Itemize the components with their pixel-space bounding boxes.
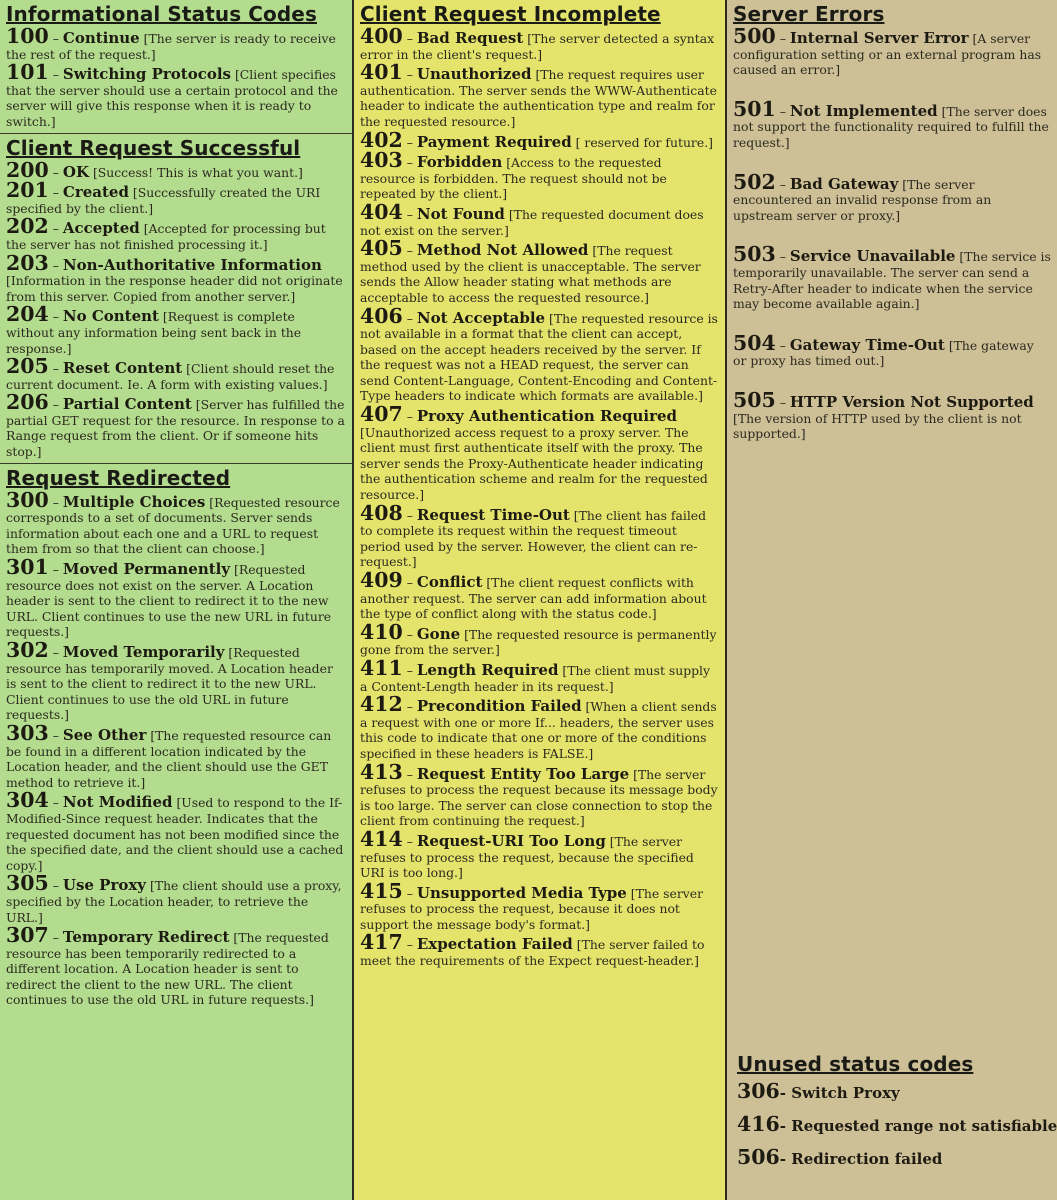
status-description: [The client request conflicts with another request. The server can add information about the type of conflict along with the status code.] [360, 575, 707, 622]
unused-name: Switch Proxy [791, 1084, 900, 1102]
status-description: [Client specifies that the server should use a certain protocol and the server will give this response when it is ready to switch.] [6, 67, 338, 129]
status-code: 200 [6, 157, 49, 182]
status-name: Temporary Redirect [62, 928, 230, 947]
status-name: Method Not Allowed [416, 241, 589, 260]
status-description: [The server is ready to receive the rest of the request.] [6, 31, 336, 62]
status-entry: 501 – Not Implemented [The server does not support the functionality required to fulfill the request.] [733, 96, 1049, 150]
status-code: 500 [733, 24, 776, 48]
status-entry: 404 – Not Found [The requested document does not exist on the server.] [360, 199, 704, 238]
status-description: [The requested resource can be found in a different location indicated by the Location header, and the client should use the GET method to retrieve it.] [6, 727, 332, 790]
status-name: Unsupported Media Type [416, 883, 627, 902]
status-entry: 203 – Non-Authoritative Information [Information in the response header did not originate from this server. Copied from another server.] [6, 250, 343, 304]
status-code: 501 [733, 96, 776, 121]
status-entry: 417 – Expectation Failed [The server failed to meet the requirements of the Expect request-header.] [360, 930, 705, 969]
unused-code: 306 [737, 1079, 780, 1103]
status-entry: 408 – Request Time-Out [The client has failed to complete its request within the request timeout period used by the server. However, the client can re-request.] [360, 500, 707, 570]
status-name: OK [62, 162, 89, 181]
status-name: Request Time-Out [416, 505, 570, 524]
status-code: 203 [6, 250, 49, 275]
status-description: [The service is temporarily unavailable. The server can send a Retry-After header to indicate when the service may become available again.] [733, 249, 1051, 312]
status-description: [Server has fulfilled the partial GET request for the resource. In response to a Range request from the client. Or if someone hits stop.] [6, 397, 345, 460]
status-description: [Used to respond to the If-Modified-Since request header. Indicates that the requested document has not been modified since the the specified date, and the client should use a cached copy.] [6, 795, 344, 873]
status-entry: 505 – HTTP Version Not Supported [The version of HTTP used by the client is not supported.] [733, 387, 1034, 442]
status-entry: 300 – Multiple Choices [Requested resource corresponds to a set of documents. Server sends information about each one and a URL to request them from so that the client can choose.] [6, 487, 340, 557]
status-description: [The server failed to meet the requirements of the Expect request-header.] [360, 937, 705, 969]
status-code: 400 [360, 24, 403, 48]
status-description: [The server refuses to process the request, because it does not support the message body's format.] [360, 885, 704, 932]
status-entry: 502 – Bad Gateway [The server encountered an invalid response from an upstream server or proxy.] [733, 169, 992, 223]
column-4xx [354, 0, 727, 1200]
unused-status-codes [737, 1050, 1057, 1179]
status-name: Unauthorized [416, 65, 532, 84]
status-description: [The client has failed to complete its request within the request timeout period used by the server. However, the client can re-request.] [360, 507, 707, 570]
status-description: [Request is complete without any information being sent back in the response.] [6, 309, 302, 356]
section-title: Informational Status Codes [6, 2, 317, 26]
status-entry: 503 – Service Unavailable [The service is temporarily unavailable. The server can send a Retry-After header to indicate when the service may become available again.] [733, 242, 1051, 312]
status-description: [The requested resource is permanently gone from the server.] [360, 626, 717, 658]
status-code: 202 [6, 214, 49, 239]
status-name: Switching Protocols [62, 65, 232, 84]
status-entry: 401 – Unauthorized [The request requires user authentication. The server sends the WWW-Authenticate header to indicate the authentication type and realm for the requested resource.] [360, 60, 717, 129]
status-code: 503 [733, 242, 776, 267]
status-entry: 402 – Payment Required [ reserved for future.] [360, 127, 713, 152]
unused-list [737, 1079, 1057, 1170]
unused-title: Unused status codes [737, 1052, 974, 1076]
section-title: Request Redirected [6, 465, 231, 490]
status-description: [Successfully created the URI specified by the client.] [6, 185, 321, 216]
unused-separator: - [779, 1117, 792, 1135]
status-code: 307 [6, 923, 49, 948]
status-name: Gateway Time-Out [789, 335, 945, 354]
status-code: 504 [733, 330, 776, 355]
status-code: 305 [6, 871, 49, 896]
status-name: HTTP Version Not Supported [789, 392, 1034, 411]
status-code: 403 [360, 148, 403, 173]
status-code: 401 [360, 60, 403, 85]
section-title: Server Errors [733, 2, 885, 26]
status-description: [ reserved for future.] [575, 134, 713, 150]
status-section [0, 2, 352, 134]
status-code: 411 [360, 655, 403, 680]
unused-separator: - [779, 1084, 792, 1102]
status-entry: 305 – Use Proxy [The client should use a proxy, specified by the Location header, to retrieve the URL.] [6, 871, 342, 925]
status-code: 409 [360, 568, 403, 592]
status-entry: 415 – Unsupported Media Type [The server refuses to process the request, because it does not support the message body's format.] [360, 878, 704, 932]
status-code: 413 [360, 759, 403, 784]
status-name: Length Required [416, 660, 559, 679]
status-code: 406 [360, 303, 403, 328]
status-name: Moved Permanently [62, 560, 231, 579]
status-code: 201 [6, 178, 49, 203]
status-name: Precondition Failed [416, 697, 582, 716]
status-section [727, 2, 1057, 442]
status-name: Not Implemented [789, 101, 938, 120]
status-code: 505 [733, 387, 776, 412]
status-entry: 206 – Partial Content [Server has fulfilled the partial GET request for the resource. In response to a Range request from the client. Or if someone hits stop.] [6, 390, 345, 460]
status-entry: 413 – Request Entity Too Large [The server refuses to process the request because its message body is too large. The server can close connection to stop the client from continuing the request.] [360, 759, 718, 829]
status-code: 404 [360, 199, 403, 224]
unused-separator: - [779, 1150, 792, 1168]
status-code: 204 [6, 302, 49, 327]
status-entry: 504 – Gateway Time-Out [The gateway or proxy has timed out.] [733, 330, 1034, 369]
status-description: [The request method used by the client is unacceptable. The server sends the Allow header stating what methods are acceptable to access the requested resource.] [360, 243, 701, 305]
status-entry: 200 – OK [Success! This is what you want.] [6, 157, 303, 182]
status-description: [The server detected a syntax error in the client's request.] [360, 31, 715, 62]
status-code: 303 [6, 720, 49, 745]
status-entry: 405 – Method Not Allowed [The request method used by the client is unacceptable. The server sends the Allow header stating what methods are acceptable to access the requested resource.] [360, 236, 701, 305]
status-description: [The requested document does not exist on the server.] [360, 206, 704, 238]
status-description: [The server refuses to process the request because its message body is too large. The server can close connection to stop the client from continuing the request.] [360, 766, 718, 829]
status-code: 405 [360, 236, 403, 261]
status-code: 302 [6, 638, 49, 662]
status-entry: 412 – Precondition Failed [When a client sends a request with one or more If... headers, the server uses this code to indicate that one or more of the conditions specified in these headers is FALSE.] [360, 692, 717, 761]
status-name: Internal Server Error [789, 29, 969, 47]
status-description: [Requested resource corresponds to a set of documents. Server sends information about each one and a URL to request them from so that the client can choose.] [6, 494, 340, 557]
status-code: 301 [6, 555, 49, 580]
status-description: [Information in the response header did not originate from this server. Copied from another server.] [6, 273, 343, 304]
status-description: [Requested resource has temporarily moved. A Location header is sent to the client to redirect it to the new URL. Client continues to use the old URL in future requests.] [6, 645, 333, 723]
status-entry: 500 – Internal Server Error [A server configuration setting or an external program has caused an error.] [733, 24, 1042, 78]
status-entry: 201 – Created [Successfully created the URI specified by the client.] [6, 178, 321, 216]
status-entry: 303 – See Other [The requested resource can be found in a different location indicated by the Location header, and the client should use the GET method to retrieve it.] [6, 720, 332, 790]
status-description: [Unauthorized access request to a proxy server. The client must first authenticate itself with the proxy. The server sends the Proxy-Authenticate header indicating the authentication scheme and realm for the requested resource.] [360, 424, 708, 503]
status-description: [Access to the requested resource is forbidden. The request should not be repeated by the client.] [360, 155, 667, 202]
status-description: [The server does not support the functionality required to fulfill the request.] [733, 103, 1049, 150]
unused-code: 416 [737, 1112, 780, 1136]
status-description: [The gateway or proxy has timed out.] [733, 337, 1034, 369]
status-code: 414 [360, 826, 403, 851]
status-name: See Other [62, 725, 147, 744]
status-entry: 205 – Reset Content [Client should reset the current document. Ie. A form with existing values.] [6, 354, 335, 392]
status-name: Not Modified [62, 793, 173, 812]
unused-name: Redirection failed [791, 1150, 943, 1168]
status-name: Moved Temporarily [62, 643, 225, 661]
status-entry: 410 – Gone [The requested resource is permanently gone from the server.] [360, 619, 717, 658]
status-name: Bad Request [416, 29, 524, 47]
status-entry: 414 – Request-URI Too Long [The server refuses to process the request, because the specified URI is too long.] [360, 826, 694, 881]
status-name: No Content [62, 307, 159, 326]
status-entry: 411 – Length Required [The client must supply a Content-Length header in its request.] [360, 655, 711, 694]
status-entry: 202 – Accepted [Accepted for processing but the server has not finished processing it.] [6, 214, 326, 252]
status-name: Use Proxy [62, 876, 147, 895]
status-code: 412 [360, 692, 403, 717]
status-code: 206 [6, 390, 49, 415]
status-code: 408 [360, 500, 403, 525]
status-name: Request-URI Too Long [416, 831, 606, 850]
status-section [0, 466, 352, 1008]
status-entry: 302 – Moved Temporarily [Requested resource has temporarily moved. A Location header is sent to the client to redirect it to the new URL. Client continues to use the old URL in future requests.] [6, 638, 333, 723]
status-name: Not Acceptable [416, 308, 546, 327]
status-code: 300 [6, 487, 49, 512]
status-code: 304 [6, 788, 49, 813]
status-entry: 407 – Proxy Authentication Required [Unauthorized access request to a proxy server. The client must first authenticate itself with the proxy. The server sends the Proxy-Authenticate header indicating the authentication scheme and realm for the requested resource.] [360, 402, 708, 503]
column-5xx [727, 0, 1057, 1200]
status-code: 100 [6, 24, 49, 48]
status-entry: 301 – Moved Permanently [Requested resource does not exist on the server. A Location header is sent to the client to redirect it to the new URL. Client continues to use the new URL in future requests.] [6, 555, 332, 640]
status-name: Payment Required [416, 132, 572, 151]
section-title: Client Request Successful [6, 135, 301, 160]
status-description: [Client should reset the current document. Ie. A form with existing values.] [6, 361, 335, 392]
status-name: Continue [62, 29, 140, 47]
status-name: Bad Gateway [789, 174, 899, 193]
status-entry: 409 – Conflict [The client request conflicts with another request. The server can add information about the type of conflict along with the status code.] [360, 568, 707, 622]
status-code: 101 [6, 60, 49, 85]
status-description: [The server refuses to process the request, because the specified URI is too long.] [360, 833, 694, 881]
status-name: Gone [416, 624, 461, 643]
status-code: 410 [360, 619, 403, 644]
status-entry: 307 – Temporary Redirect [The requested resource has been temporarily redirected to a different location. A Location header is sent to redirect the client to the new URL. The client continues to use the old URL in future requests.] [6, 923, 329, 1008]
unused-item [737, 1112, 1057, 1137]
status-name: Reset Content [62, 359, 183, 378]
unused-item [737, 1080, 1052, 1104]
status-name: Non-Authoritative Information [62, 255, 322, 274]
status-section [354, 2, 725, 969]
status-name: Partial Content [62, 395, 192, 414]
unused-code: 506 [737, 1145, 780, 1169]
status-code: 407 [360, 402, 403, 427]
status-description: [The client should use a proxy, specified by the Location header, to retrieve the URL.] [6, 878, 342, 925]
column-1xx-2xx-3xx [0, 0, 354, 1200]
status-name: Expectation Failed [416, 935, 573, 954]
status-description: [A server configuration setting or an external program has caused an error.] [733, 31, 1042, 78]
status-section [0, 136, 352, 464]
status-name: Multiple Choices [62, 492, 206, 511]
status-code: 205 [6, 354, 49, 379]
status-description: [Requested resource does not exist on the server. A Location header is sent to the client to redirect it to the new URL. Client continues to use the new URL in future requests.] [6, 562, 332, 640]
status-description: [The client must supply a Content-Length header in its request.] [360, 662, 711, 694]
status-entry: 304 – Not Modified [Used to respond to the If-Modified-Since request header. Indicates that the requested document has not been modified since the the specified date, and the client should use a cached copy.] [6, 788, 344, 873]
status-entry: 101 – Switching Protocols [Client specifies that the server should use a certain protocol and the server will give this response when it is ready to switch.] [6, 60, 338, 129]
status-code: 417 [360, 930, 403, 955]
status-code: 415 [360, 878, 403, 903]
status-description: [The request requires user authentication. The server sends the WWW-Authenticate header to indicate the authentication type and realm for the requested resource.] [360, 67, 717, 129]
status-entry: 204 – No Content [Request is complete without any information being sent back in the response.] [6, 302, 302, 356]
status-entry: 403 – Forbidden [Access to the requested resource is forbidden. The request should not be repeated by the client.] [360, 148, 667, 202]
unused-item [737, 1146, 1052, 1170]
section-title: Client Request Incomplete [360, 2, 661, 26]
unused-name: Requested range not satisfiable [791, 1117, 1057, 1135]
status-code: 502 [733, 169, 776, 194]
status-description: [The server encountered an invalid response from an upstream server or proxy.] [733, 176, 992, 223]
status-name: Created [62, 183, 129, 202]
status-entry: 400 – Bad Request [The server detected a syntax error in the client's request.] [360, 24, 715, 62]
status-entry: 406 – Not Acceptable [The requested resource is not available in a format that the client can accept, based on the accept headers received by the server. If the request was not a HEAD request, the server can send Content-Language, Content-Encoding and Content-Type headers to indicate which formats are available.] [360, 303, 718, 404]
status-entry: 100 – Continue [The server is ready to receive the rest of the request.] [6, 24, 336, 62]
status-name: Forbidden [416, 153, 503, 172]
status-description: [The requested resource is not available in a format that the client can accept, based on the accept headers received by the server. If the request was not a HEAD request, the server can send Content-Language, Content-Encoding and Content-Type headers to indicate which formats are available.] [360, 310, 718, 404]
status-name: Not Found [416, 204, 505, 223]
status-code: 402 [360, 127, 403, 152]
status-name: Accepted [62, 219, 140, 238]
status-name: Request Entity Too Large [416, 764, 630, 783]
status-description: [When a client sends a request with one or more If... headers, the server uses this code to indicate that one or more of the conditions specified in these headers is FALSE.] [360, 699, 717, 761]
status-description: [Accepted for processing but the server has not finished processing it.] [6, 221, 326, 252]
status-description: [The version of HTTP used by the client is not supported.] [733, 410, 1022, 442]
status-description: [The requested resource has been temporarily redirected to a different location. A Location header is sent to redirect the client to the new URL. The client continues to use the old URL in future requests.] [6, 930, 329, 1008]
status-name: Service Unavailable [789, 247, 956, 266]
status-name: Proxy Authentication Required [416, 407, 678, 426]
status-name: Conflict [416, 573, 483, 591]
status-description: [Success! This is what you want.] [92, 164, 303, 180]
